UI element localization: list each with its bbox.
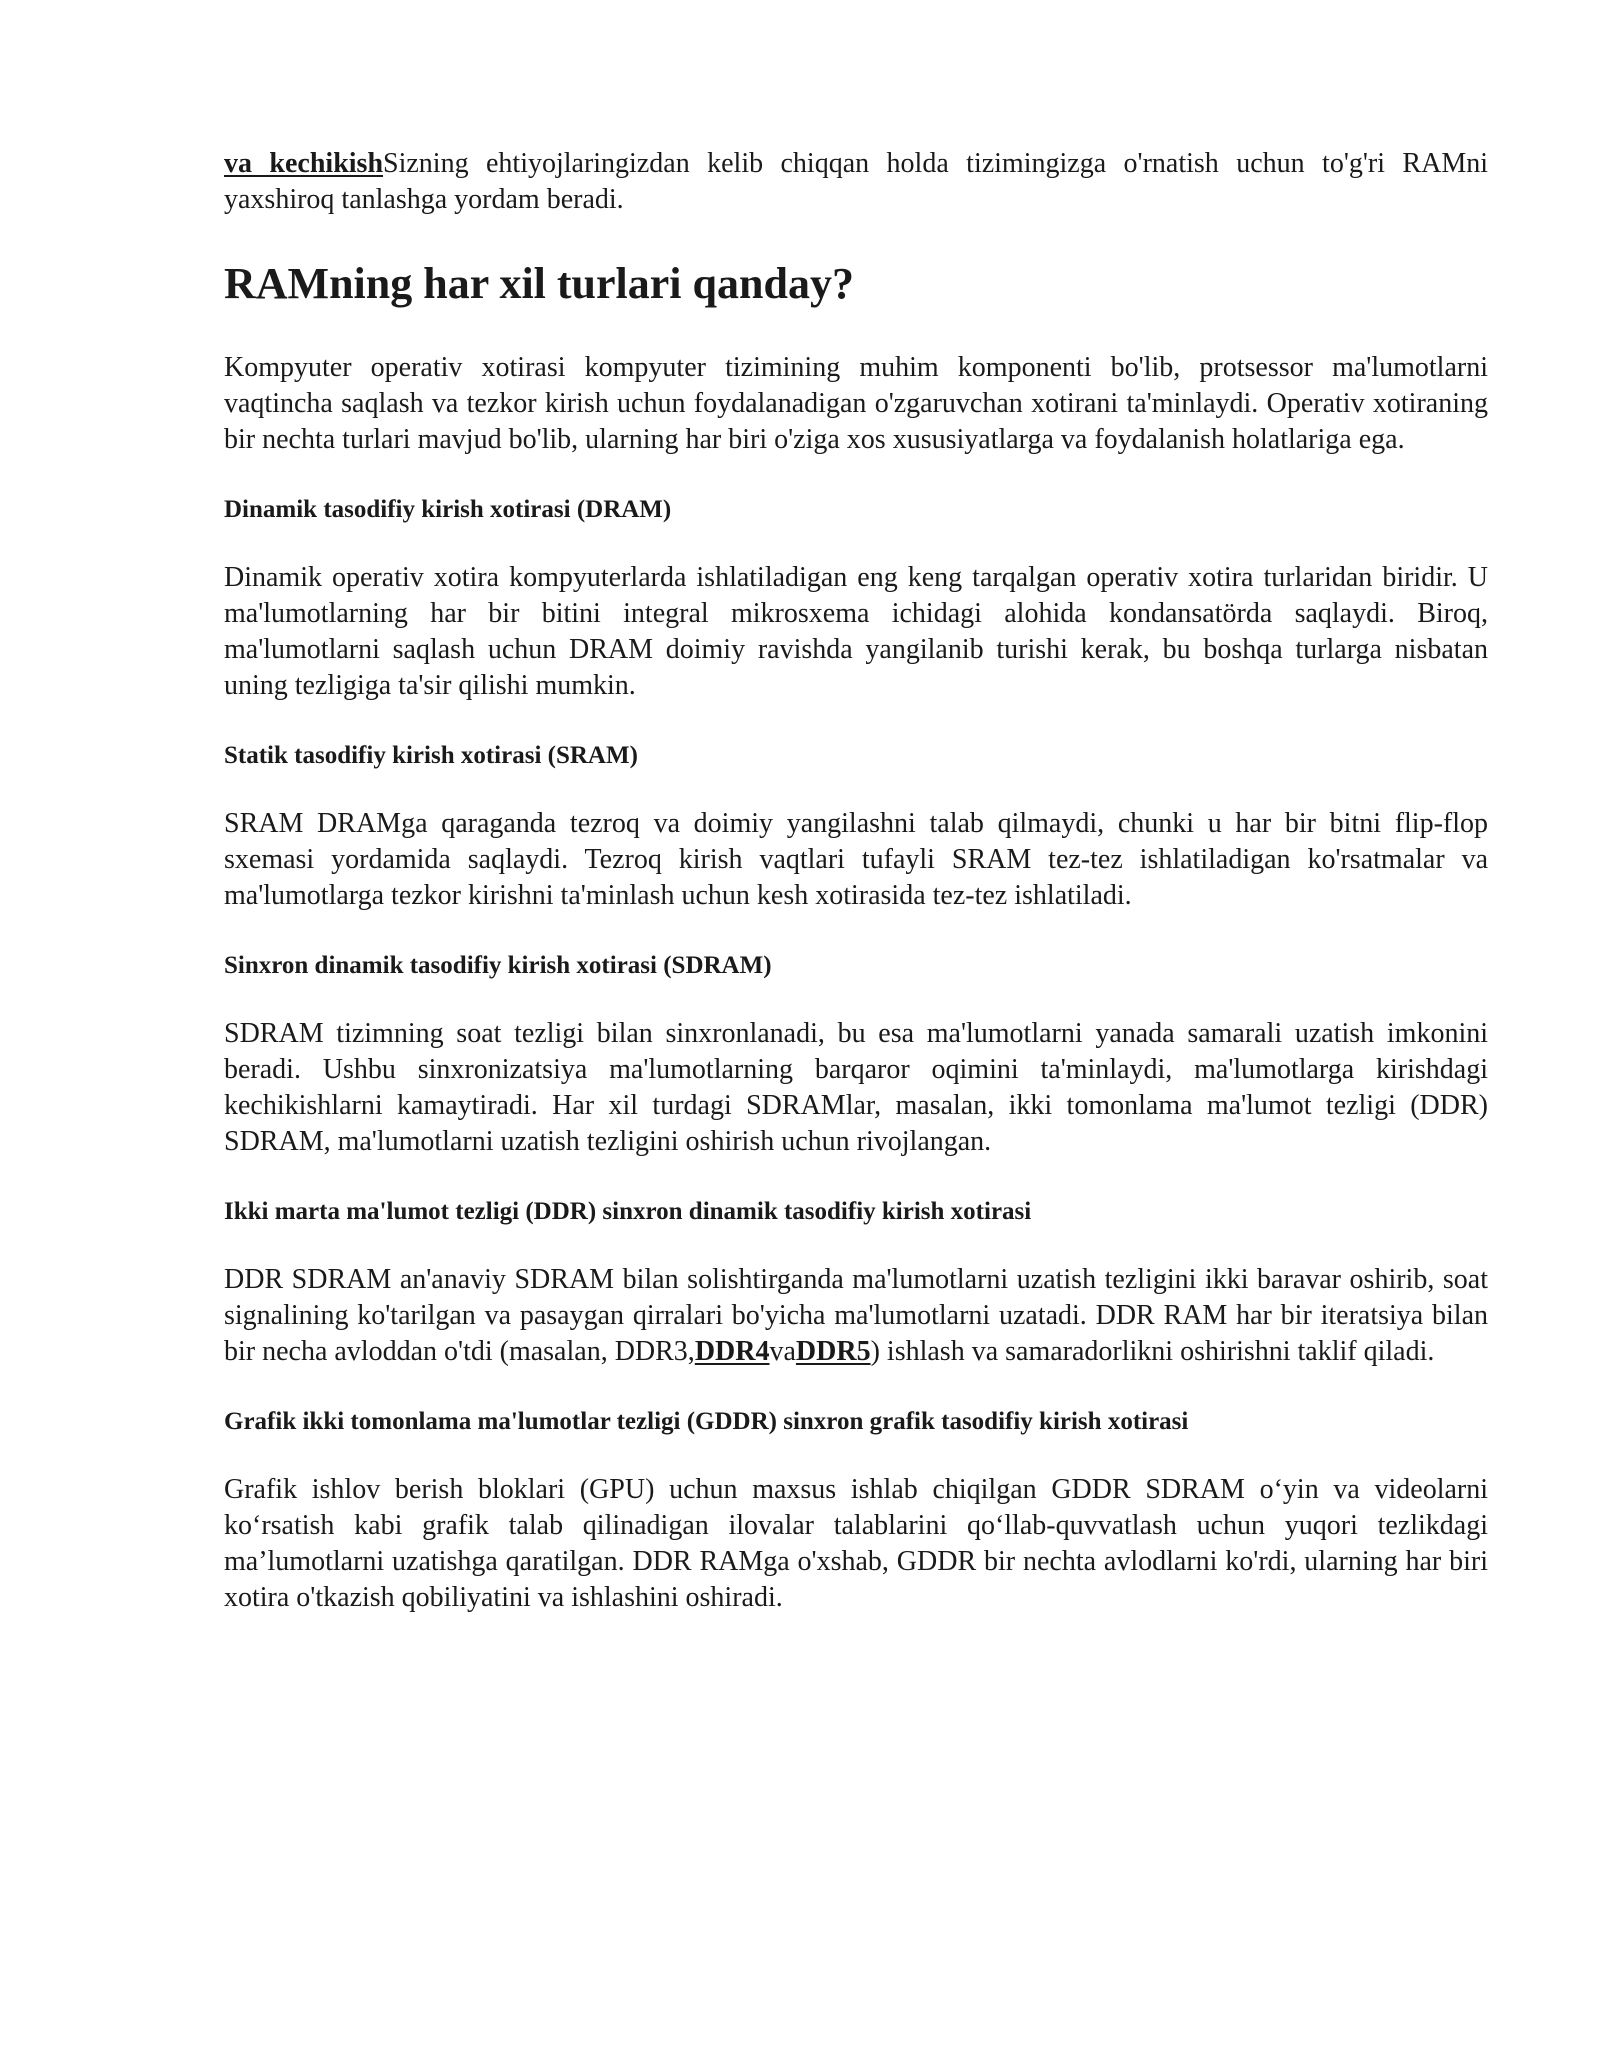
- document-page: [224, 146, 1488, 1616]
- dram-heading: Dinamik tasodifiy kirish xotirasi (DRAM): [224, 496, 672, 523]
- gddr-heading: Grafik ikki tomonlama ma'lumotlar tezligi (GDDR) sinxron grafik tasodifiy kirish xotirasi: [224, 1408, 1189, 1435]
- ddr-paragraph: [224, 1262, 1488, 1370]
- ddr4-link[interactable]: DDR4: [694, 1336, 770, 1367]
- intro-text: Sizning ehtiyojlaringizdan kelib chiqqan holda tizimingizga o'rnatish uchun to'g'ri RAMni yaxshiroq tanlashga yordam beradi.: [224, 148, 1488, 215]
- intro-paragraph: [224, 146, 1488, 218]
- sdram-paragraph: SDRAM tizimning soat tezligi bilan sinxronlanadi, bu esa ma'lumotlarni yanada samarali uzatish imkonini beradi. Ushbu sinxronizatsiya ma'lumotlarning barqaror oqimini ta'minlaydi, ma'lumotlarga kirishdagi kechikishlarni kamaytiradi. Har xil turdagi SDRAMlar, masalan, ikki tomonlama ma'lumot tezligi (DDR) SDRAM, ma'lumotlarni uzatish tezligini oshirish uchun rivojlangan.: [224, 1018, 1488, 1157]
- ddr-text-after: ) ishlash va samaradorlikni oshirishni taklif qiladi.: [870, 1336, 1435, 1367]
- sram-paragraph: SRAM DRAMga qaraganda tezroq va doimiy yangilashni talab qilmaydi, chunki u har bir bitni flip-flop sxemasi yordamida saqlaydi. Tezroq kirish vaqtlari tufayli SRAM tez-tez ishlatiladigan ko'rsatmalar va ma'lumotlarga tezkor kirishni ta'minlash uchun kesh xotirasida tez-tez ishlatiladi.: [224, 808, 1488, 911]
- ddr-text-middle: va: [769, 1336, 796, 1367]
- dram-paragraph: Dinamik operativ xotira kompyuterlarda ishlatiladigan eng keng tarqalgan operativ xotira turlaridan biridir. U ma'lumotlarning har bir bitini integral mikrosxema ichidagi alohida kondansatörda saqlaydi. Biroq, ma'lumotlarni saqlash uchun DRAM doimiy ravishda yangilanib turishi kerak, bu boshqa turlarga nisbatan uning tezligiga ta'sir qilishi mumkin.: [224, 562, 1488, 701]
- sram-heading: Statik tasodifiy kirish xotirasi (SRAM): [224, 742, 638, 769]
- ddr-heading: Ikki marta ma'lumot tezligi (DDR) sinxron dinamik tasodifiy kirish xotirasi: [224, 1198, 1032, 1225]
- page-heading: RAMning har xil turlari qanday?: [224, 259, 854, 308]
- ddr-text-before: DDR SDRAM an'anaviy SDRAM bilan solishtirganda ma'lumotlarni uzatish tezligini ikki baravar oshirib, soat signalining ko'tarilgan va pasaygan qirralari bo'yicha ma'lumotlarni uzatadi. DDR RAM har bir iteratsiya bilan bir necha avloddan o'tdi (masalan, DDR3,: [224, 1264, 1488, 1367]
- sdram-heading: Sinxron dinamik tasodifiy kirish xotirasi (SDRAM): [224, 952, 772, 979]
- overview-paragraph: Kompyuter operativ xotirasi kompyuter tizimining muhim komponenti bo'lib, protsessor ma'lumotlarni vaqtincha saqlash va tezkor kirish uchun foydalanadigan o'zgaruvchan xotirani ta'minlaydi. Operativ xotiraning bir nechta turlari mavjud bo'lib, ularning har biri o'ziga xos xususiyatlarga va foydalanish holatlariga ega.: [224, 352, 1488, 455]
- ddr5-link[interactable]: DDR5: [795, 1336, 871, 1367]
- gddr-paragraph: Grafik ishlov berish bloklari (GPU) uchun maxsus ishlab chiqilgan GDDR SDRAM o‘yin va videolarni ko‘rsatish kabi grafik talab qilinadigan ilovalar talablarini qo‘llab-quvvatlash uchun yuqori tezlikdagi ma’lumotlarni uzatishga qaratilgan. DDR RAMga o'xshab, GDDR bir nechta avlodlarni ko'rdi, ularning har biri xotira o'tkazish qobiliyatini va ishlashini oshiradi.: [224, 1474, 1488, 1613]
- latency-link[interactable]: va kechikish: [224, 148, 384, 179]
